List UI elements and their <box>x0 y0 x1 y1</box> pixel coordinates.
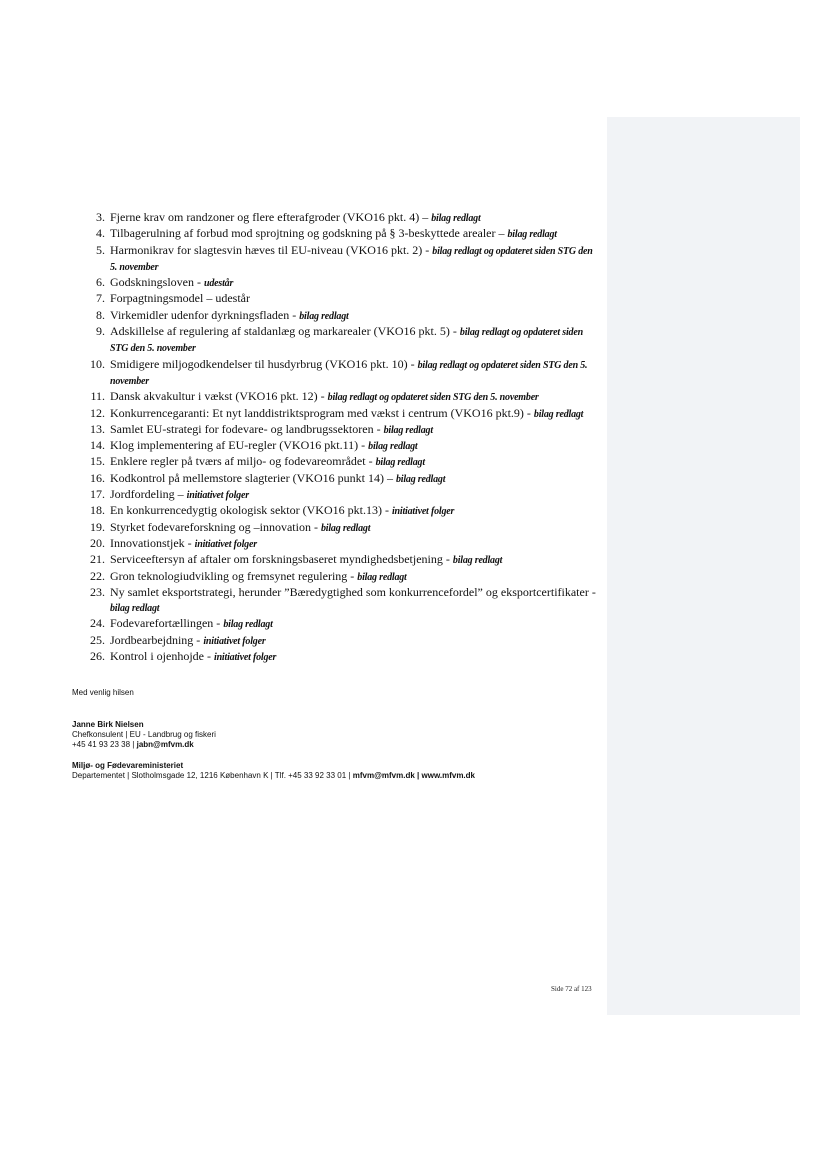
item-status: initiativet folger <box>213 652 277 664</box>
item-number: 16. <box>90 470 105 485</box>
list-item <box>86 210 598 226</box>
margin-panel <box>607 117 800 1015</box>
item-status: bilag redlagt <box>357 571 407 583</box>
list-item <box>86 616 598 632</box>
item-number: 23. <box>90 584 105 599</box>
item-text: Konkurrencegaranti: Et nyt landdistriktsprogram med vækst i centrum (VKO16 pkt.9) - <box>110 405 531 420</box>
list-item <box>86 243 598 276</box>
list-item <box>86 422 598 438</box>
item-status: bilag redlagt <box>533 408 584 420</box>
item-status: udestår <box>204 278 234 290</box>
item-number: 8. <box>96 307 105 322</box>
item-number: 7. <box>96 291 105 306</box>
item-number: 18. <box>90 503 105 518</box>
item-number: 19. <box>90 519 105 534</box>
list-item <box>86 275 598 291</box>
sender-name: Janne Birk Nielsen <box>72 720 144 729</box>
item-text: Jordfordeling – <box>110 487 184 502</box>
list-item <box>86 291 598 307</box>
item-text: Ny samlet eksportstrategi, herunder ”Bæredygtighed som konkurrencefordel” og eksportcertifikater - <box>110 584 596 599</box>
separator: | <box>417 771 420 780</box>
item-text: Jordbearbejdning - <box>110 632 201 647</box>
item-status: bilag redlagt <box>431 213 481 224</box>
item-text: Samlet EU-strategi for fodevare- og landbrugssektoren - <box>110 421 381 436</box>
item-text: Kodkontrol på mellemstore slagterier (VKO16 punkt 14) – <box>110 470 393 485</box>
item-text: Virkemidler udenfor dyrkningsfladen - <box>110 307 297 322</box>
item-status: bilag redlagt <box>320 522 371 534</box>
item-text: Gron teknologiudvikling og fremsynet regulering - <box>110 568 355 583</box>
list-item <box>86 438 598 454</box>
item-status: bilag redlagt <box>507 229 557 241</box>
item-number: 24. <box>90 616 105 631</box>
item-number: 15. <box>90 454 105 469</box>
list-item <box>86 308 598 324</box>
item-status: initiativet folger <box>194 538 257 550</box>
item-status: bilag redlagt <box>110 603 160 615</box>
item-text: Forpagtningsmodel – udestår <box>110 291 250 306</box>
list-item <box>86 649 598 665</box>
list-item <box>86 633 598 649</box>
item-number: 25. <box>90 632 105 647</box>
item-text: En konkurrencedygtig okologisk sektor (VKO16 pkt.13) - <box>110 503 389 518</box>
item-number: 14. <box>90 438 105 453</box>
item-text: Godskningsloven - <box>110 275 201 290</box>
item-text: Serviceeftersyn af aftaler om forskningsbaseret myndighedsbetjening - <box>110 552 450 567</box>
item-status: initiativet folger <box>186 490 249 502</box>
item-text: Klog implementering af EU-regler (VKO16 pkt.11) - <box>110 438 366 453</box>
item-number: 17. <box>90 487 105 502</box>
sender-email-link[interactable]: jabn@mfvm.dk <box>136 740 194 749</box>
list-item <box>86 585 598 617</box>
item-number: 12. <box>90 405 105 420</box>
item-status: bilag redlagt <box>223 619 273 631</box>
item-number: 3. <box>96 210 105 224</box>
item-number: 10. <box>90 356 105 371</box>
numbered-list <box>86 210 598 665</box>
item-number: 26. <box>90 649 105 664</box>
item-text: Harmonikrav for slagtesvin hæves til EU-niveau (VKO16 pkt. 2) - <box>110 242 430 257</box>
organization-contact <box>72 771 475 781</box>
item-text: Styrket fodevareforskning og –innovation - <box>110 519 318 534</box>
item-status: bilag redlagt <box>299 310 349 322</box>
item-text: Kontrol i ojenhojde - <box>110 649 211 664</box>
item-status: bilag redlagt og opdateret siden STG den 5. november <box>327 392 539 404</box>
item-number: 4. <box>96 226 105 241</box>
list-item <box>86 503 598 519</box>
item-number: 5. <box>96 242 105 257</box>
item-number: 13. <box>90 421 105 436</box>
item-text: Fjerne krav om randzoner og flere efterafgroder (VKO16 pkt. 4) – <box>110 210 429 224</box>
item-status: bilag redlagt <box>368 441 418 453</box>
list-item <box>86 487 598 503</box>
list-item <box>86 357 598 390</box>
list-item <box>86 536 598 552</box>
item-number: 6. <box>96 275 105 290</box>
item-text: Adskillelse af regulering af staldanlæg og markarealer (VKO16 pkt. 5) - <box>110 324 457 339</box>
item-status: bilag redlagt og opdateret siden STG den 5. november <box>110 327 583 355</box>
list-item <box>86 406 598 422</box>
item-status: bilag redlagt og opdateret siden STG den 5. november <box>110 359 588 387</box>
sender-role: Chefkonsulent | EU - Landbrug og fiskeri <box>72 730 216 739</box>
item-status: bilag redlagt <box>375 457 425 469</box>
list-item <box>86 324 598 357</box>
list-item <box>86 569 598 585</box>
list-item <box>86 471 598 487</box>
item-status: bilag redlagt og opdateret siden STG den 5. november <box>110 245 593 273</box>
item-text: Innovationstjek - <box>110 535 192 550</box>
item-number: 11. <box>90 389 105 404</box>
item-number: 21. <box>90 552 105 567</box>
website-link[interactable]: www.mfvm.dk <box>421 771 475 780</box>
sender-phone: +45 41 93 23 38 | <box>72 740 135 749</box>
item-text: Smidigere miljogodkendelser til husdyrbrug (VKO16 pkt. 10) - <box>110 356 415 371</box>
list-item <box>86 552 598 568</box>
item-status: bilag redlagt <box>452 555 503 567</box>
item-status: bilag redlagt <box>383 424 433 436</box>
item-text: Fodevarefortællingen - <box>110 616 221 631</box>
item-text: Tilbagerulning af forbud mod sprojtning og godskning på § 3-beskyttede arealer – <box>110 226 505 241</box>
item-status: bilag redlagt <box>395 473 446 485</box>
item-number: 9. <box>96 324 105 339</box>
page-number: Side 72 af 123 <box>551 985 592 993</box>
organization-address: Departementet | Slotholmsgade 12, 1216 København K | Tlf. +45 33 92 33 01 | <box>72 771 351 780</box>
item-text: Dansk akvakultur i vækst (VKO16 pkt. 12) - <box>110 389 325 404</box>
item-status: initiativet folger <box>391 506 455 518</box>
list-item <box>86 520 598 536</box>
list-item <box>86 389 598 405</box>
sender-contact <box>72 740 194 750</box>
organization-email-link[interactable]: mfvm@mfvm.dk <box>352 771 415 780</box>
item-status: initiativet folger <box>203 635 266 647</box>
list-item <box>86 226 598 242</box>
list-item <box>86 454 598 470</box>
organization-name: Miljø- og Fødevareministeriet <box>72 761 184 770</box>
item-number: 22. <box>90 568 105 583</box>
item-number: 20. <box>90 535 105 550</box>
item-text: Enklere regler på tværs af miljo- og fodevareområdet - <box>110 454 373 469</box>
greeting: Med venlig hilsen <box>72 688 134 697</box>
